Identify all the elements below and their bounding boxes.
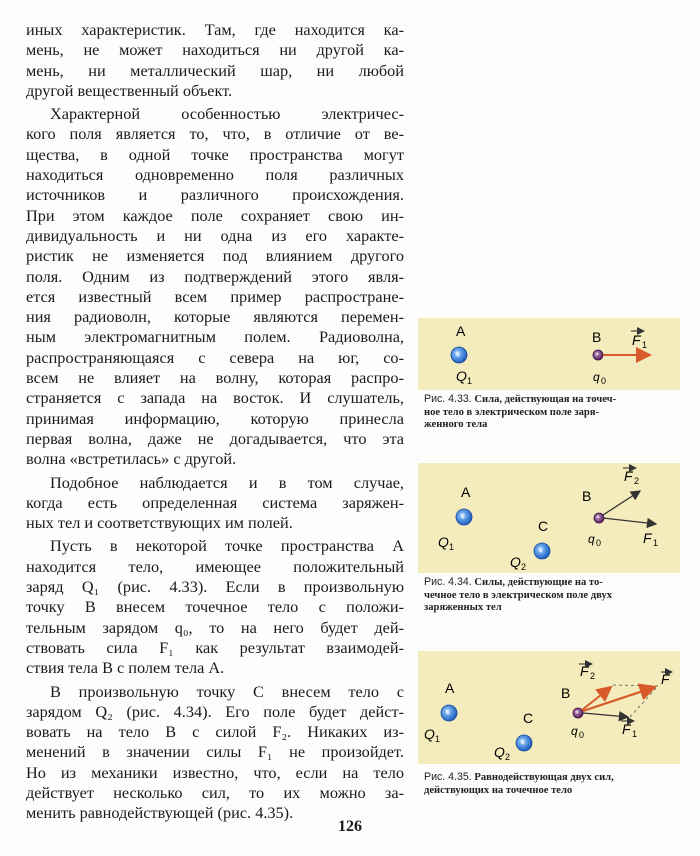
label-b: B <box>592 329 602 345</box>
text-line: когда есть определенная система заряжен- <box>26 492 404 512</box>
caption-4-33 <box>424 393 686 432</box>
text-line: распространяющаяся с севера на юг, со- <box>26 347 404 367</box>
label-q1: Q <box>456 368 467 384</box>
text-line: дивидуальность и ни одна из его характе- <box>26 225 404 245</box>
plus-icon: + <box>539 548 544 556</box>
paragraph-5 <box>26 682 404 824</box>
text-line: мень, ни металлический шар, ни любой <box>26 60 404 80</box>
charge-b <box>573 708 583 718</box>
caption-text-line: Сила, действующая на точеч- <box>474 394 617 405</box>
text-line: Пусть в некоторой точке пространства А <box>50 536 404 556</box>
text-line: заряд Q₁ (рис. 4.33). Если в произвольную <box>26 577 404 597</box>
caption-4-34 <box>424 576 686 615</box>
plus-icon: + <box>456 352 461 360</box>
label-q1: Q <box>424 726 435 742</box>
text-line: ных тел и соответствующих им полей. <box>26 513 293 533</box>
plus-icon: + <box>521 740 526 748</box>
label-b: B <box>561 685 571 701</box>
text-line: ется известный всем пример распростране- <box>26 286 404 306</box>
text-line: вовать на тело В с силой F₂. Никаких из- <box>26 722 404 742</box>
charge-b <box>593 350 603 360</box>
paragraph-4 <box>26 536 404 678</box>
text-line: первая волна, даже не догадывается, что эта <box>26 428 404 448</box>
caption-text-line: женного тела <box>424 419 488 430</box>
label-q0-sub: 0 <box>601 376 607 386</box>
page-number: 126 <box>338 818 362 835</box>
text-line: точку В внесем точечное тело с положи- <box>26 597 404 617</box>
caption-4-35 <box>424 771 686 797</box>
text-line: мень, не может находиться ни другой ка- <box>26 40 404 60</box>
label-c: C <box>538 518 549 534</box>
label-f2: F <box>624 468 633 484</box>
caption-text-line: чечное тело в электрическом поле двух <box>424 589 613 601</box>
text-line: источников и различного происхождения. <box>26 185 404 205</box>
label-q0: q <box>571 724 578 738</box>
label-f: F <box>661 671 670 687</box>
main-text-column <box>26 20 404 824</box>
caption-text-line: заряженных тел <box>424 602 502 613</box>
text-line: Подобное наблюдается и в том случае, <box>50 472 404 492</box>
label-q2-sub: 2 <box>521 562 527 572</box>
paragraph-2 <box>26 104 404 469</box>
label-q1: Q <box>438 534 449 550</box>
text-line: ным электромагнитным полем. Радиоволна, <box>26 327 404 347</box>
label-q0-sub: 0 <box>579 730 585 740</box>
label-q1-sub: 1 <box>435 734 441 744</box>
paragraph-3 <box>26 473 404 534</box>
figure-4-33-diagram <box>418 318 680 390</box>
text-line: тельным зарядом q₀, то на него будет дей- <box>26 617 404 637</box>
caption-number: Рис. 4.33. <box>424 393 472 405</box>
label-q0: q <box>593 370 600 384</box>
label-q0: q <box>588 532 595 546</box>
charge-b <box>594 513 604 523</box>
text-line: В произвольную точку С внесем тело с <box>50 681 404 701</box>
caption-text-line: Равнодействующая двух сил, <box>474 772 614 783</box>
label-c: C <box>523 710 534 726</box>
text-line: ствия тела В с полем тела А. <box>26 658 225 678</box>
label-f1: F <box>622 721 631 737</box>
label-q1-sub: 1 <box>467 376 473 386</box>
text-line: зарядом Q₂ (рис. 4.34). Его поле будет дейст- <box>26 701 404 721</box>
text-line: Но из механики известно, что, если на тело <box>26 762 404 782</box>
figure-4-33 <box>418 318 680 390</box>
paragraph-1 <box>26 20 404 101</box>
text-line: находится тело, имеющее положительный <box>26 556 404 576</box>
force-f1-arrow <box>603 518 656 524</box>
label-f1-sub: 1 <box>642 340 648 350</box>
resultant-force-arrow <box>583 687 655 711</box>
figure-4-35 <box>418 651 680 764</box>
text-line: ристик не изменяется под влиянием другого <box>26 246 404 266</box>
label-f2: F <box>580 663 589 679</box>
label-a: A <box>461 484 471 500</box>
caption-text-line: ное тело в электрическом поле заря- <box>424 406 600 418</box>
label-b: B <box>582 488 592 504</box>
text-line: другой вещественный объект. <box>26 80 233 100</box>
text-line: находиться одновременно поля различных <box>26 165 404 185</box>
plus-icon: + <box>461 514 466 522</box>
text-line: иных характеристик. Там, где находится ка- <box>26 20 404 39</box>
label-q2: Q <box>494 744 505 760</box>
figure-4-35-diagram <box>418 651 680 764</box>
label-f1: F <box>632 332 641 348</box>
label-q1-sub: 1 <box>449 542 455 552</box>
figure-4-34 <box>418 463 680 573</box>
plus-icon: + <box>446 710 451 718</box>
text-line: щества, в одной точке пространства могут <box>26 144 404 164</box>
force-f1-arrow <box>583 713 628 717</box>
text-line: действует несколько сил, то их можно за- <box>26 782 404 802</box>
parallelogram-dash <box>613 685 658 686</box>
text-line: ствовать сила F₁ как результат взаимодей- <box>26 637 404 657</box>
caption-text-line: действующих на точечное тело <box>424 784 573 796</box>
force-f2-arrow <box>603 491 640 515</box>
caption-number: Рис. 4.34. <box>424 576 472 588</box>
text-line: всем не влияет на волну, которая распро- <box>26 368 404 388</box>
label-q0-sub: 0 <box>596 538 602 548</box>
text-line: ния радиоволн, которые являются перемен- <box>26 307 404 327</box>
caption-number: Рис. 4.35. <box>424 771 472 783</box>
label-a: A <box>456 323 466 339</box>
label-f1: F <box>643 530 652 546</box>
text-line: страняется с запада на восток. И слушатель, <box>26 388 404 408</box>
label-f1-sub: 1 <box>632 729 638 739</box>
label-f2-sub: 2 <box>590 671 596 681</box>
text-line: менений в значении силы F₁ не произойдет. <box>26 742 404 762</box>
text-line: менить равнодействующей (рис. 4.35). <box>26 803 294 823</box>
label-q2-sub: 2 <box>505 752 511 762</box>
label-q2: Q <box>510 554 521 570</box>
text-line: Характерной особенностью электричес- <box>50 104 404 124</box>
text-line: принимая информацию, которую принесла <box>26 408 404 428</box>
text-line: поля. Одним из подтверждений этого явля- <box>26 266 404 286</box>
figure-4-34-diagram <box>418 463 680 573</box>
caption-text-line: Силы, действующие на то- <box>474 577 603 588</box>
label-a: A <box>445 680 455 696</box>
text-line: кого поля является то, что, в отличие от ве- <box>26 124 404 144</box>
label-f2-sub: 2 <box>634 476 640 486</box>
text-line: волна «встретилась» с другой. <box>26 449 237 469</box>
text-line: При этом каждое поле сохраняет свою ин- <box>26 205 404 225</box>
label-f1-sub: 1 <box>653 538 659 548</box>
